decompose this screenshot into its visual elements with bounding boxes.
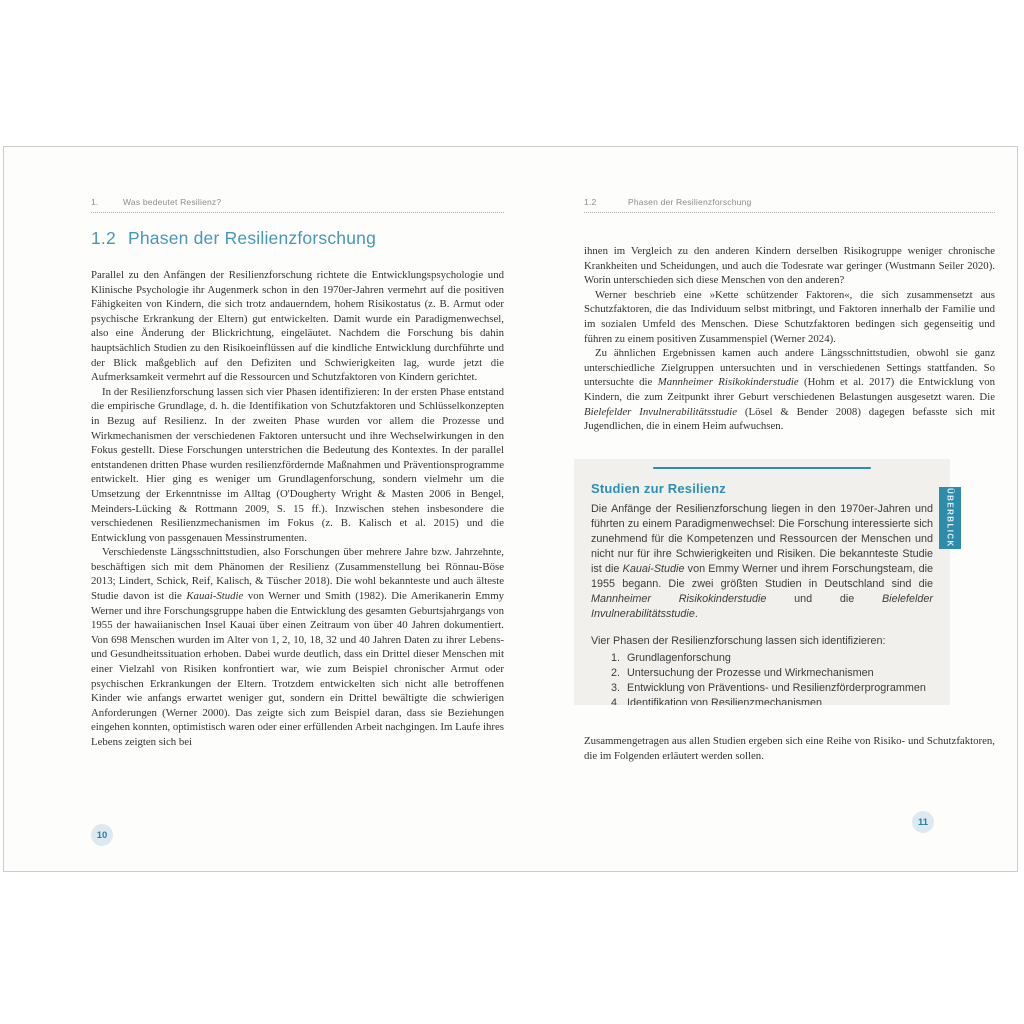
running-header-title: Was bedeutet Resilienz?	[123, 197, 222, 207]
list-item	[591, 681, 933, 696]
body-paragraph: ihnen im Vergleich zu den anderen Kindern derselben Risikogruppe weniger chronische Krankheiten und Scheidungen, und auch die Todesrate war geringer (Wustmann Seiler 2020). Worin unterschieden sich diese Menschen von den anderen?	[584, 245, 995, 287]
page-number-badge-left: 10	[91, 824, 113, 846]
list-item	[591, 666, 933, 681]
body-paragraph: Parallel zu den Anfängen der Resilienzforschung richtete die Entwicklungspsychologie und Klinische Psychologie ihr Augenmerk schon in den 1970er-Jahren vermehrt auf die positiven Fähigkeiten von Kindern, die sich trotz andauerndem, hohem Risikostatus (z. B. Armut oder psychische Erkrankung der Eltern) gut entwickelten. Damit wurde ein Paradigmenwechsel, also eine Änderung der Blickrichtung, eingeläutet. Nachdem die Forschung bis dahin hauptsächlich Studien zu den Risikoeinflüssen auf die kindliche Entwicklung durchführte und der Blick maßgeblich auf den Defiziten und Schwierigkeiten lag, wurde jetzt die Aufmerksamkeit vermehrt auf die Ressourcen und Schutzfaktoren von Kindern gerichtet.	[91, 269, 504, 384]
info-box	[574, 459, 950, 705]
running-header-number: 1.2	[584, 197, 597, 207]
list-item-number: 3.	[611, 682, 621, 694]
info-box-body: Die Anfänge der Resilienzforschung liegen in den 1970er-Jahren und führten zu einem Paradigmenwechsel: Die Forschung interessierte sich zunehmend für die Kompetenzen und Ressourcen der Menschen und nicht nur für ihre Schwierigkeiten und Risiken. Die bekannteste Studie ist die Kauai-Studie von Emmy Werner und ihrem Forschungsteam, die 1955 begann. Die zwei größten Studien in Deutschland sind die Mannheimer Risikokinderstudie und die Bielefelder Invulnerabilitätsstudie.	[591, 503, 934, 620]
list-item-text: Untersuchung der Prozesse und Wirkmechanismen	[627, 667, 874, 679]
body-paragraph: In der Resilienzforschung lassen sich vier Phasen identifizieren: In der ersten Phase entstand die empirische Grundlage, d. h. die Identifikation von Schutzfaktoren und Schlüsselkonzepten in Bezug auf Resilienz. In der zweiten Phase wurden vor allem die Prozesse und Wirkmechanismen der verschiedenen Faktoren untersucht und ihre Wechselwirkungen in den Fokus gestellt. Diese Forschungen unterstrichen die Bedeutung des Kontextes. In der parallel entstandenen dritten Phase wurden resilienzfördernde Maßnahmen und Präventionsprogramme entwickelt. Hier ging es weniger um Grundlagenforschung, sondern vielmehr um die Umsetzung der Erkenntnisse im Alltag (O'Dougherty Wright & Masten 2006 in Bengel, Meinders-Lücking & Rottmann 2009, S. 15 ff.). Inzwischen stehen insbesondere die verschiedenen Resilienzmechanismen im Fokus (z. B. Kalisch et al. 2015) und die Entwicklung von passgenauen Messinstrumenten.	[91, 385, 504, 544]
list-item-number: 1.	[611, 652, 621, 664]
list-item-number: 2.	[611, 667, 621, 679]
info-box-rule-top	[653, 467, 871, 469]
body-paragraph: Zu ähnlichen Ergebnissen kamen auch andere Längsschnittstudien, obwohl sie ganz unterschiedliche Zielgruppen untersuchten und in verschiedenen Settings stattfanden. So untersuchte die Mannheimer Risikokinderstudie (Hohm et al. 2017) die Entwicklung von Kindern, die zum Zeitpunkt ihrer Geburt verschiedenen Belastungen ausgesetzt waren. Die Bielefelder Invulnerabilitätsstudie (Lösel & Bender 2008) dagegen befasste sich mit Jugendlichen, die in einem Heim aufwuchsen.	[584, 347, 995, 433]
list-item-text: Entwicklung von Präventions- und Resilienzförderprogrammen	[627, 682, 926, 694]
list-item-text: Identifikation von Resilienzmechanismen	[627, 697, 823, 705]
overview-margin-tab	[939, 487, 961, 549]
left-page	[91, 197, 504, 750]
running-header-right	[584, 197, 995, 213]
closing-paragraph: Zusammengetragen aus allen Studien ergeben sich eine Reihe von Risiko- und Schutzfaktoren, die im Folgenden erläutert werden sollen.	[584, 735, 995, 762]
left-page-body	[91, 268, 504, 750]
page-number-badge-right: 11	[912, 811, 934, 833]
info-box-list	[591, 651, 933, 705]
book-spread	[3, 146, 1018, 872]
running-header-number: 1.	[91, 197, 99, 207]
overview-margin-tab-label: ÜBERBLICK	[945, 488, 955, 548]
section-number: 1.2	[91, 228, 116, 248]
running-header-left	[91, 197, 504, 213]
list-item-number: 4.	[611, 697, 621, 705]
section-heading	[91, 227, 504, 249]
info-box-title: Studien zur Resilienz	[591, 481, 726, 496]
body-paragraph: Verschiedenste Längsschnittstudien, also Forschungen über mehrere Jahre bzw. Jahrzehnte, beschäftigen sich mit dem Phänomen der Resilienz (Zusammenstellung bei Rönnau-Böse 2013; Lindert, Schick, Reif, Kalisch, & Tüscher 2018). Die wohl bekannteste und auch älteste Studie davon ist die Kauai-Studie von Werner und Smith (1982). Die Amerikanerin Emmy Werner und ihre Forschungsgruppe haben die Entwicklung des gesamten Geburtsjahrgangs von 1955 der hawaiianischen Insel Kauai über einen Zeitraum von über 40 Jahren dokumentiert. Von 698 Menschen wurden im Alter von 1, 2, 10, 18, 32 und 40 Jahren Daten zu ihrer Lebens- und Gesundheitssituation erhoben. Dabei wurde deutlich, dass ein Drittel dieser Menschen mit einer Vielzahl von Risiken konfrontiert war, wie zum Beispiel chronischer Armut oder psychischen Erkrankungen der Eltern. Trotzdem entwickelten sich nicht alle betroffenen Kinder wie anfangs erwartet weniger gut, sondern ein Drittel bewältigte die schwierigen Anforderungen (Werner 2000). Das zeigte sich zum Beispiel daran, dass sie Beziehungen eingehen konnten, optimistisch waren oder einer erfüllenden Arbeit nachgingen. Im Laufe ihres Lebens zeigten sich bei	[91, 546, 504, 748]
right-page	[584, 197, 995, 434]
section-title: Phasen der Resilienzforschung	[128, 228, 377, 248]
info-box-list-intro: Vier Phasen der Resilienzforschung lassen sich identifizieren:	[591, 635, 886, 647]
right-page-body	[584, 244, 995, 434]
body-paragraph: Werner beschrieb eine »Kette schützender Faktoren«, die sich zusammensetzt aus Schutzfaktoren, die das Individuum selbst mitbringt, und Faktoren innerhalb der Familie und im sozialen Umfeld des Menschen. Diese Schutzfaktoren bedingen sich gegenseitig und führen zu einem positiven Zusammenspiel (Werner 2024).	[584, 288, 995, 345]
list-item-text: Grundlagenforschung	[627, 652, 731, 664]
list-item	[591, 651, 933, 666]
list-item	[591, 696, 933, 705]
running-header-title: Phasen der Resilienzforschung	[628, 197, 752, 207]
